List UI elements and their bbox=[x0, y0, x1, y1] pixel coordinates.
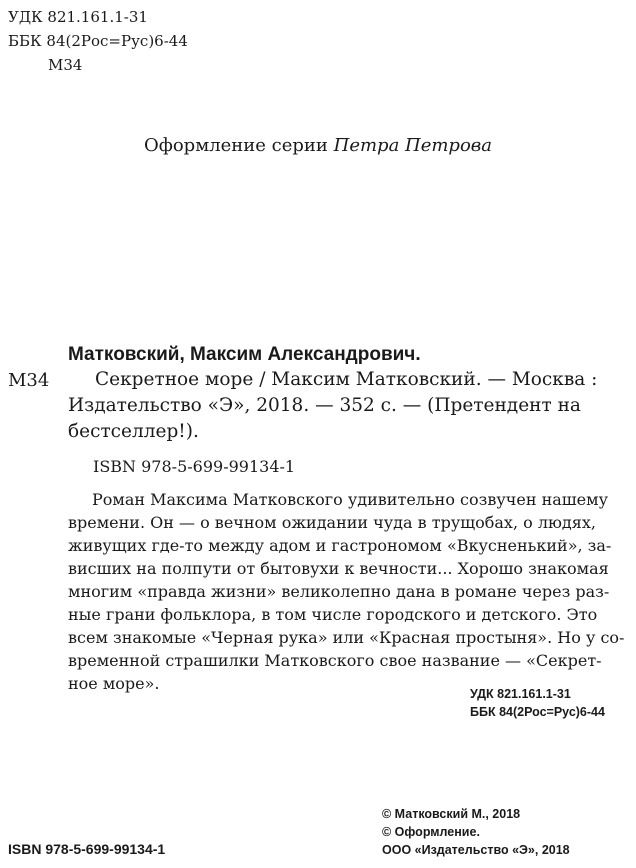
annotation-line: Роман Максима Матковского удивительно созвучен нашему bbox=[92, 490, 608, 509]
series-design-prefix: Оформление серии bbox=[143, 135, 334, 156]
annotation-line: висших на полпути от бытовухи к вечности... Хорошо знакомая bbox=[68, 559, 609, 578]
annotation-line: ные грани фольклора, в том числе городского и детского. Это bbox=[68, 605, 598, 624]
series-design-credit bbox=[0, 135, 636, 157]
series-designer-name: Петра Петрова bbox=[333, 135, 493, 156]
annotation-line: временной страшилки Матковского свое название — «Секрет- bbox=[68, 651, 602, 670]
annotation-line: многим «правда жизни» великолепно дана в романе через раз- bbox=[68, 582, 610, 601]
annotation bbox=[68, 488, 628, 695]
udk-code-bold: УДК 821.161.1-31 bbox=[470, 687, 571, 701]
annotation-line: живущих где-то между адом и гастрономом «Вкусненький», за- bbox=[68, 536, 612, 555]
footer-isbn: ISBN 978-5-699-99134-1 bbox=[8, 841, 166, 857]
annotation-line: времени. Он — о вечном ожидании чуда в трущобах, о людях, bbox=[68, 513, 596, 532]
copyright-publisher: ООО «Издательство «Э», 2018 bbox=[382, 843, 570, 857]
bbk-code: ББК 84(2Рос=Рус)6-44 bbox=[8, 32, 188, 50]
copyright-design: © Оформление. bbox=[382, 825, 480, 839]
annotation-line: всем знакомые «Черная рука» или «Красная простыня». Но у со- bbox=[68, 628, 625, 647]
author-mark: М34 bbox=[48, 56, 83, 74]
description-line: бестселлер!). bbox=[68, 421, 199, 442]
description-line: Издательство «Э», 2018. — 352 с. — (Претендент на bbox=[68, 395, 581, 416]
side-author-mark: М34 bbox=[8, 370, 50, 391]
copyright-author: © Матковский М., 2018 bbox=[382, 807, 521, 821]
description-line: Секретное море / Максим Матковский. — Москва : bbox=[95, 369, 598, 390]
bbk-code-bold: ББК 84(2Рос=Рус)6-44 bbox=[470, 705, 605, 719]
annotation-line: ное море». bbox=[68, 674, 160, 693]
udk-code: УДК 821.161.1-31 bbox=[8, 8, 148, 26]
entry-isbn: ISBN 978-5-699-99134-1 bbox=[93, 457, 296, 476]
author-heading: Матковский, Максим Александрович. bbox=[68, 344, 421, 365]
